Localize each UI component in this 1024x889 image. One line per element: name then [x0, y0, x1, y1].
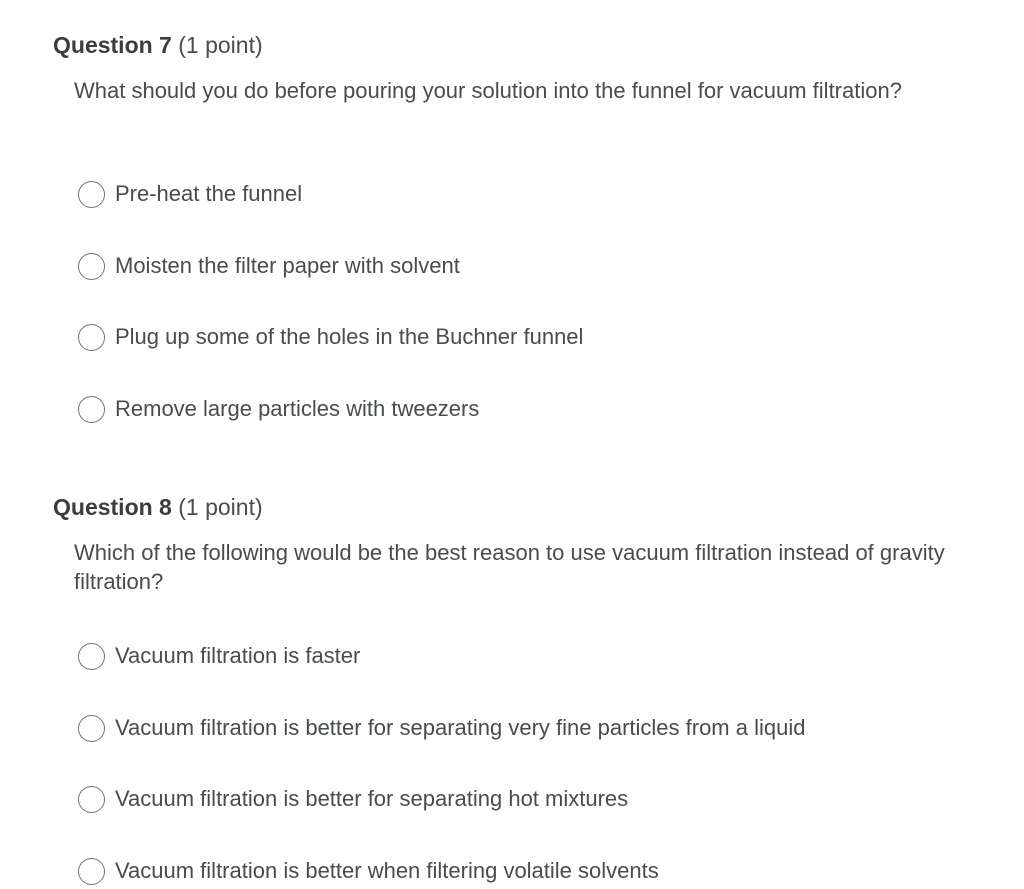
question-text: Which of the following would be the best reason to use vacuum filtration instead of gravity filtration? [74, 540, 945, 594]
answer-option[interactable] [78, 393, 479, 425]
answer-option[interactable] [78, 855, 659, 887]
radio-button[interactable] [78, 715, 105, 742]
answer-label: Moisten the filter paper with solvent [115, 253, 460, 278]
question-points: (1 point) [178, 32, 263, 58]
answer-option[interactable] [78, 640, 360, 672]
answer-option[interactable] [78, 783, 628, 815]
radio-button[interactable] [78, 643, 105, 670]
answer-label: Vacuum filtration is faster [115, 643, 361, 668]
radio-button[interactable] [78, 253, 105, 280]
radio-button[interactable] [78, 858, 105, 885]
radio-button[interactable] [78, 181, 105, 208]
answer-label: Remove large particles with tweezers [115, 396, 480, 421]
answer-option[interactable] [78, 178, 302, 210]
answer-label: Vacuum filtration is better for separating very fine particles from a liquid [115, 715, 806, 740]
answer-option[interactable] [78, 712, 805, 744]
question-number: Question 7 [53, 32, 172, 58]
radio-button[interactable] [78, 786, 105, 813]
answer-label: Vacuum filtration is better when filtering volatile solvents [115, 858, 659, 883]
question-title [53, 30, 263, 60]
radio-button[interactable] [78, 396, 105, 423]
radio-button[interactable] [78, 324, 105, 351]
question-number: Question 8 [53, 494, 172, 520]
answer-option[interactable] [78, 321, 583, 353]
question-text: What should you do before pouring your solution into the funnel for vacuum filtration? [74, 78, 902, 103]
answer-option[interactable] [78, 250, 460, 282]
answer-label: Vacuum filtration is better for separating hot mixtures [115, 786, 629, 811]
answer-label: Plug up some of the holes in the Buchner funnel [115, 324, 584, 349]
answer-label: Pre-heat the funnel [115, 181, 303, 206]
question-title [53, 492, 263, 522]
question-points: (1 point) [178, 494, 263, 520]
